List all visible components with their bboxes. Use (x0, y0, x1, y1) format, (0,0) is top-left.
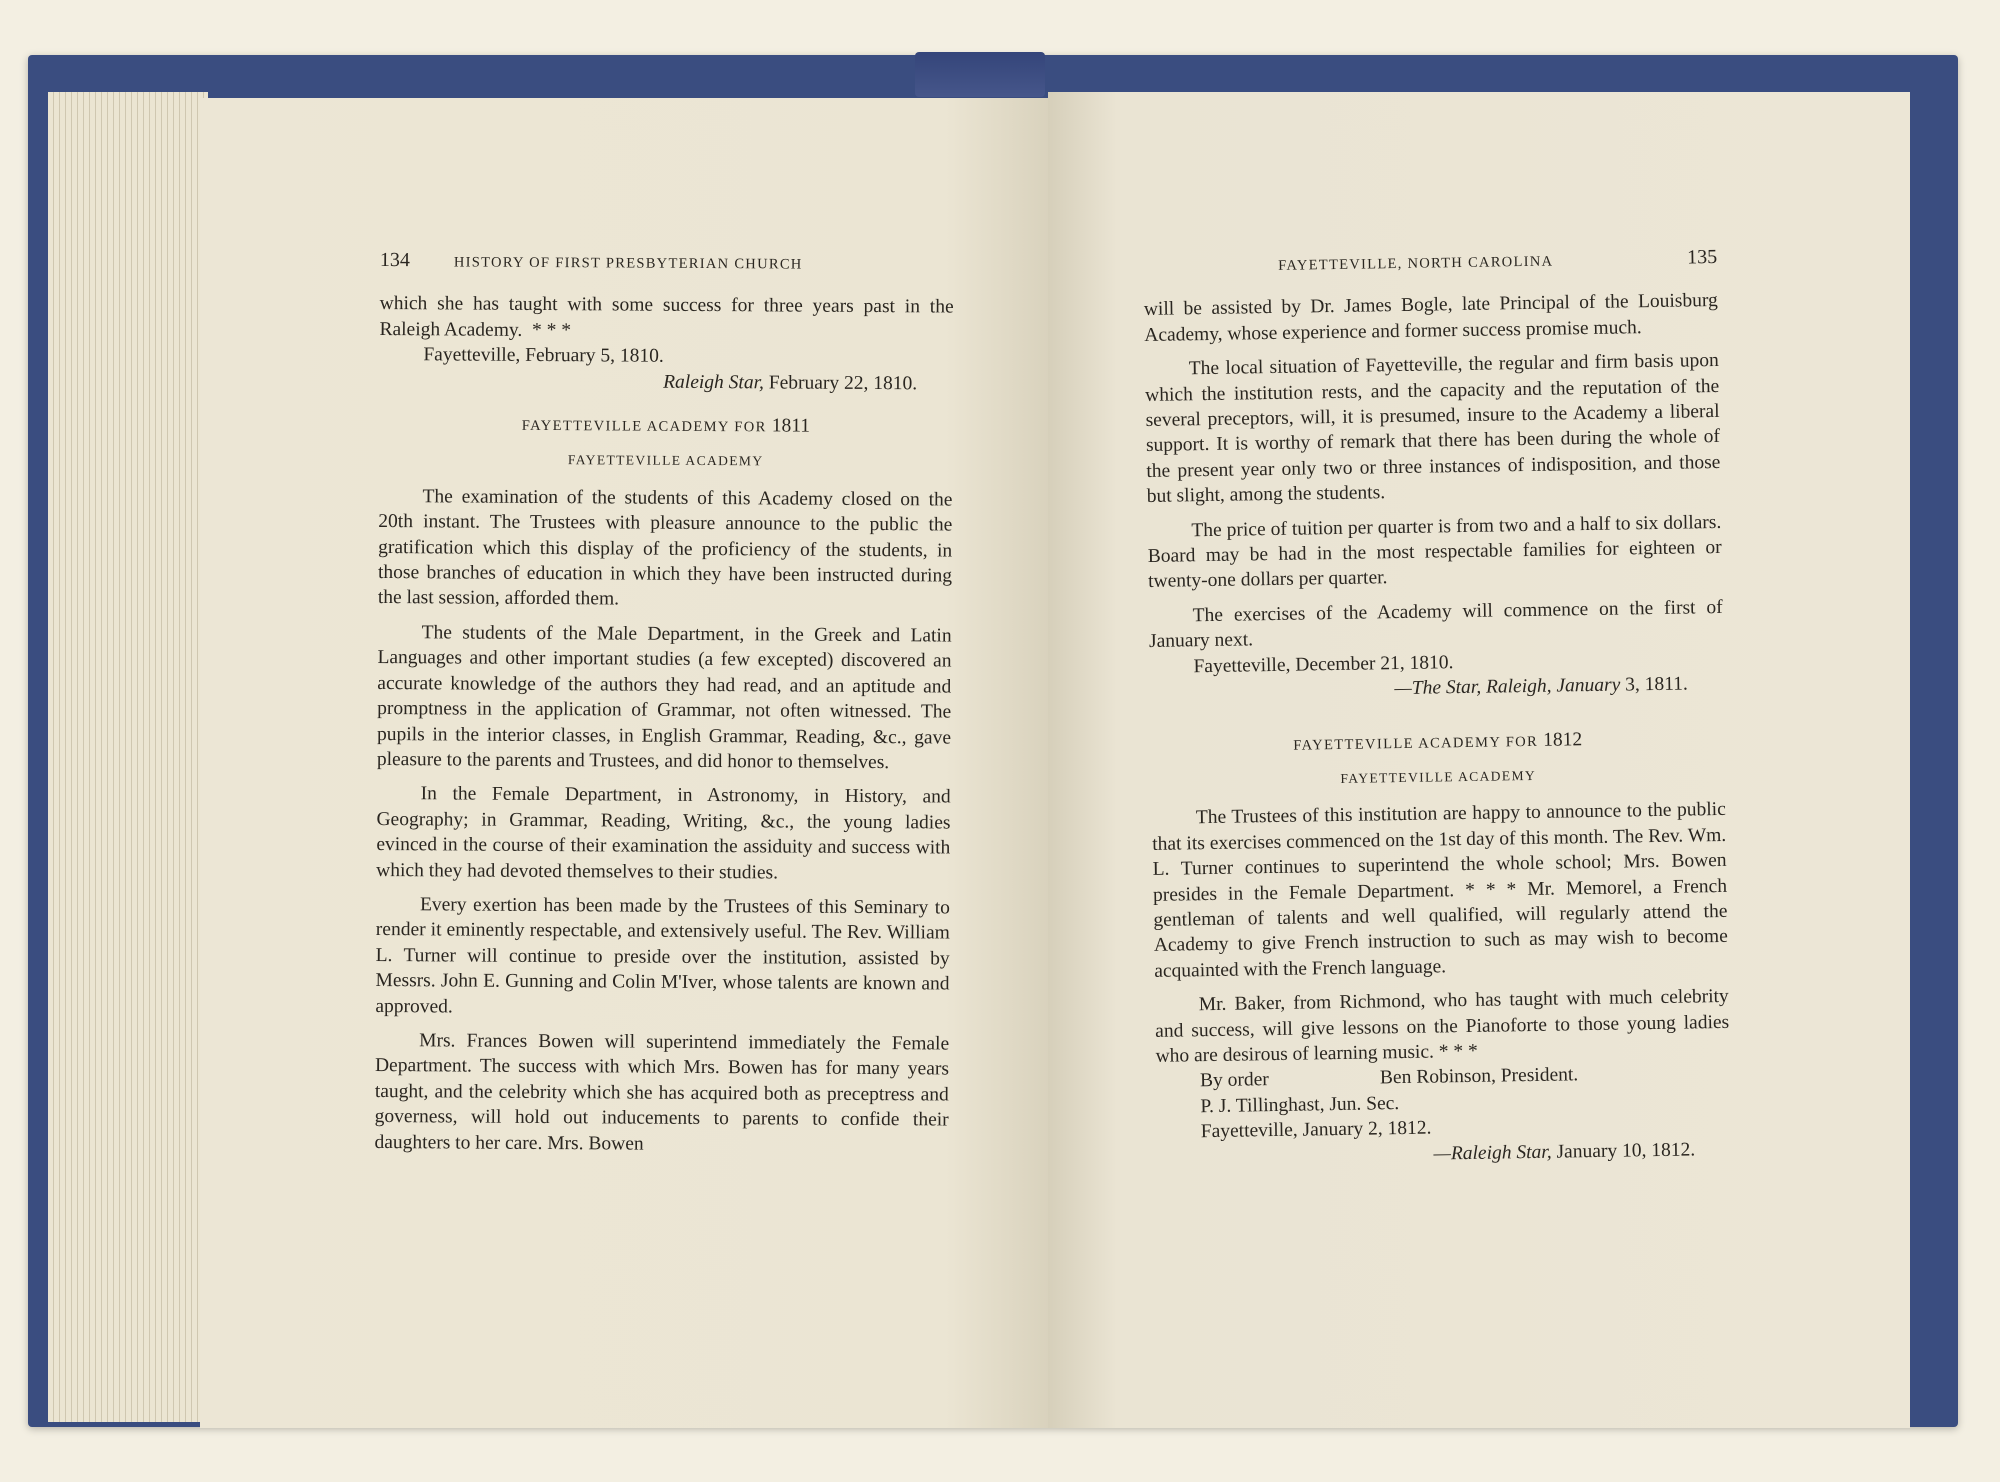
body-paragraph: The examination of the students of this Academy closed on the 20th instant. The Trustees with pleasure announce to the public the gratification which this display of the proficiency of the students, in those branches of education in which they have been instructed during the last session, afforded them. (377, 486, 953, 610)
body-paragraph: The price of tuition per quarter is from two and a half to six dollars. Board may be had in the most respectable families for eighteen or twenty-one dollars per quarter. (1147, 511, 1722, 593)
dateline: Fayetteville, February 5, 1810. (423, 344, 664, 367)
citation: —The Star, Raleigh, January 3, 1811. (1394, 673, 1688, 700)
running-head-title: FAYETTEVILLE, NORTH CAROLINA (1278, 253, 1554, 274)
body-paragraph: Mr. Baker, from Richmond, who has taught with much celebrity and success, will give lessons on the Pianoforte to those young ladies who are desirous of learning music. * * * (1155, 986, 1730, 1067)
left-page-edges (48, 92, 208, 1422)
page-number: 135 (1686, 245, 1718, 269)
section-heading-1812: FAYETTEVILLE ACADEMY FOR 1812 (1293, 728, 1583, 754)
right-page-content (1143, 245, 1731, 1171)
secretary-line: P. J. Tillinghast, Jun. Sec. (1200, 1092, 1400, 1117)
section-heading-1811: FAYETTEVILLE ACADEMY FOR 1811 (521, 415, 811, 437)
sub-heading: FAYETTEVILLE ACADEMY (1340, 767, 1537, 786)
right-running-head (1143, 245, 1717, 281)
body-paragraph: In the Female Department, in Astronomy, in History, and Geography; in Grammar, Reading, Writing, &c., the young ladies evinced in the course of their examination the assiduity and success with which they had devoted themselves to their studies. (376, 783, 951, 883)
carryover-paragraph: which she has taught with some success for three years past in the Raleigh Academy. * * * (379, 293, 954, 341)
body-paragraph: The Trustees of this institution are happy to announce to the public that its exercises commenced on the 1st day of this month. The Rev. Wm. L. Turner continues to superintend the whole school; Mrs. Bowen presides in the Female Department. * * * Mr. Memorel, a French gentleman of talents and well qualified, will regularly attend the Academy to give French instruction to such as may wish to become acquainted with the French language. (1152, 799, 1728, 982)
page-number: 134 (379, 248, 410, 272)
body-paragraph: Every exertion has been made by the Trustees of this Seminary to render it eminently respectable, and extensively useful. The Rev. William L. Turner will continue to preside over the institution, assisted by Messrs. John E. Gunning and Colin M'Iver, whose talents are known and approved. (375, 894, 951, 1018)
right-page (1048, 92, 1910, 1428)
signature-line: By order Ben Robinson, President. (1199, 1064, 1579, 1092)
dateline: Fayetteville, December 21, 1810. (1193, 651, 1454, 677)
body-paragraph: The exercises of the Academy will commence on the first of January next. (1148, 596, 1723, 653)
body-paragraph: Mrs. Frances Bowen will superintend immediately the Female Department. The success with which Mrs. Bowen has for many years taught, and the celebrity which she has acquired both as preceptress and governess, will hold out inducements to parents to confide their daughters to her care. Mrs. Bowen (374, 1030, 950, 1155)
running-head-title: HISTORY OF FIRST PRESBYTERIAN CHURCH (453, 254, 803, 273)
carryover-paragraph: will be assisted by Dr. James Bogle, late Principal of the Louisburg Academy, whose experience and former success promise much. (1143, 290, 1718, 346)
left-page (200, 98, 1048, 1428)
left-page-content (374, 248, 954, 1158)
sub-heading: FAYETTEVILLE ACADEMY (567, 452, 764, 469)
dateline: Fayetteville, January 2, 1812. (1200, 1117, 1432, 1143)
body-paragraph: The local situation of Fayetteville, the regular and firm basis upon which the institution rests, and the capacity and the reputation of the several preceptors, will, it is presumed, insure to the Academy a liberal support. It is worthy of remark that there has been during the whole of the present year only two or three instances of indisposition, and those but slight, among the students. (1145, 350, 1721, 508)
citation: Raleigh Star, February 22, 1810. (663, 371, 918, 394)
book-spine (915, 52, 1045, 97)
left-running-head (380, 248, 954, 279)
body-paragraph: The students of the Male Department, in the Greek and Latin Languages and other important studies (a few excepted) discovered an accurate knowledge of the authors they had read, and an aptitude and promptness in the application of Grammar, not often witnessed. The pupils in the interior classes, in English Grammar, Reading, &c., gave pleasure to the parents and Trustees, and did honor to themselves. (376, 622, 952, 774)
citation: —Raleigh Star, January 10, 1812. (1433, 1139, 1696, 1165)
